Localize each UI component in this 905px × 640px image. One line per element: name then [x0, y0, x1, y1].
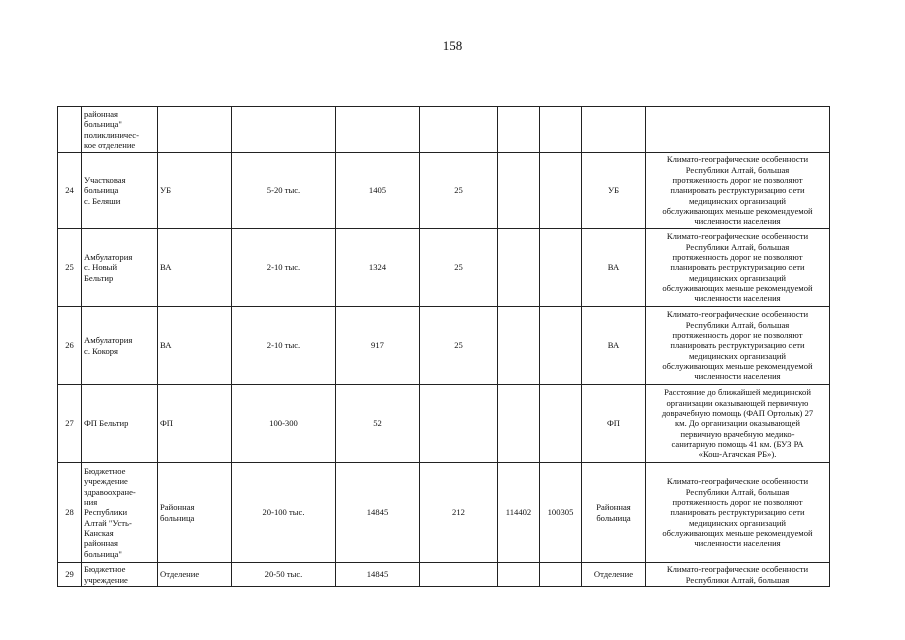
cell-population-range: 5-20 тыс.: [232, 153, 336, 229]
cell-organization-name: районная больница" поликлиничес- кое отделение: [82, 107, 158, 153]
cell-type: ВА: [158, 307, 232, 385]
cell-organization-name: Бюджетное учреждение здравоохране- ния Республики Алтай "Усть- Канская районная больница": [82, 463, 158, 563]
table-row: [58, 563, 830, 587]
cell-col8: [540, 563, 582, 587]
cell-justification: [646, 107, 830, 153]
table-row: [58, 385, 830, 463]
cell-col6: [420, 563, 498, 587]
cell-col6: 25: [420, 307, 498, 385]
cell-col7: [498, 153, 540, 229]
cell-col8: [540, 385, 582, 463]
cell-population-range: 2-10 тыс.: [232, 229, 336, 307]
cell-population-range: [232, 107, 336, 153]
cell-number: 25: [58, 229, 82, 307]
cell-number: 29: [58, 563, 82, 587]
medical-organizations-table: [57, 106, 830, 587]
cell-status: [582, 107, 646, 153]
cell-number: [58, 107, 82, 153]
cell-organization-name: Бюджетное учреждение: [82, 563, 158, 587]
cell-type: ФП: [158, 385, 232, 463]
cell-number: 26: [58, 307, 82, 385]
cell-type: Отделение: [158, 563, 232, 587]
cell-population: 52: [336, 385, 420, 463]
cell-organization-name: ФП Бельтир: [82, 385, 158, 463]
cell-col6: 212: [420, 463, 498, 563]
cell-status: ВА: [582, 307, 646, 385]
cell-organization-name: Амбулатория с. Новый Бельтир: [82, 229, 158, 307]
cell-population: 1405: [336, 153, 420, 229]
cell-col8: [540, 107, 582, 153]
cell-population: 917: [336, 307, 420, 385]
cell-organization-name: Участковая больница с. Беляши: [82, 153, 158, 229]
cell-col8: [540, 229, 582, 307]
cell-col6: 25: [420, 153, 498, 229]
cell-status: ВА: [582, 229, 646, 307]
page-number: 158: [442, 38, 463, 53]
cell-justification: Расстояние до ближайшей медицинской организации оказывающей первичную доврачебную помощь (ФАП Ортолык) 27 км. До организации оказывающей первичную врачебную медико- санитарную помощь 41 км. (БУЗ РА «Кош-Агачская РБ»).: [646, 385, 830, 463]
cell-population-range: 2-10 тыс.: [232, 307, 336, 385]
cell-status: ФП: [582, 385, 646, 463]
table-row: [58, 107, 830, 153]
cell-col7: [498, 307, 540, 385]
cell-col8: 100305: [540, 463, 582, 563]
cell-organization-name: Амбулатория с. Кокоря: [82, 307, 158, 385]
cell-status: Отделение: [582, 563, 646, 587]
cell-col8: [540, 307, 582, 385]
cell-population-range: 20-50 тыс.: [232, 563, 336, 587]
cell-col6: [420, 385, 498, 463]
cell-justification: Климато-географические особенности Республики Алтай, большая протяженность дорог не позволяют планировать реструктуризацию сети медицинских организаций обслуживающих меньше рекомендуемой численности населения: [646, 153, 830, 229]
cell-col6: 25: [420, 229, 498, 307]
cell-population-range: 100-300: [232, 385, 336, 463]
cell-type: ВА: [158, 229, 232, 307]
cell-col7: [498, 385, 540, 463]
table-row: [58, 307, 830, 385]
cell-col7: [498, 563, 540, 587]
cell-col7: [498, 107, 540, 153]
cell-population: 14845: [336, 563, 420, 587]
cell-justification: Климато-географические особенности Республики Алтай, большая протяженность дорог не позволяют планировать реструктуризацию сети медицинских организаций обслуживающих меньше рекомендуемой численности населения: [646, 229, 830, 307]
cell-col7: 114402: [498, 463, 540, 563]
cell-population: [336, 107, 420, 153]
table-row: [58, 153, 830, 229]
cell-population: 1324: [336, 229, 420, 307]
cell-status: Районная больница: [582, 463, 646, 563]
cell-justification: Климато-географические особенности Республики Алтай, большая протяженность дорог не позволяют планировать реструктуризацию сети медицинских организаций обслуживающих меньше рекомендуемой численности населения: [646, 307, 830, 385]
cell-number: 24: [58, 153, 82, 229]
cell-number: 27: [58, 385, 82, 463]
table-row: [58, 229, 830, 307]
cell-col8: [540, 153, 582, 229]
cell-type: УБ: [158, 153, 232, 229]
cell-number: 28: [58, 463, 82, 563]
cell-population: 14845: [336, 463, 420, 563]
cell-justification: Климато-географические особенности Республики Алтай, большая протяженность дорог не позволяют планировать реструктуризацию сети медицинских организаций обслуживающих меньше рекомендуемой численности населения: [646, 463, 830, 563]
cell-status: УБ: [582, 153, 646, 229]
cell-justification: Климато-географические особенности Республики Алтай, большая: [646, 563, 830, 587]
cell-col6: [420, 107, 498, 153]
table-row: [58, 463, 830, 563]
cell-type: [158, 107, 232, 153]
cell-population-range: 20-100 тыс.: [232, 463, 336, 563]
cell-type: Районная больница: [158, 463, 232, 563]
cell-col7: [498, 229, 540, 307]
